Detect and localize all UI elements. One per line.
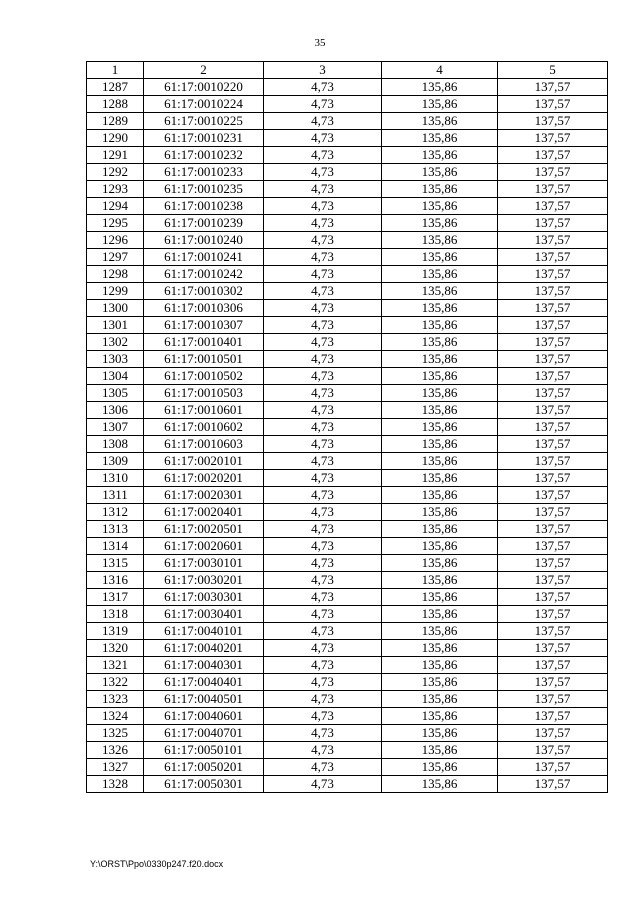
table-cell: 137,57 (498, 164, 608, 181)
table-row (87, 555, 608, 572)
table-cell: 1327 (87, 759, 144, 776)
table-cell: 135,86 (382, 130, 498, 147)
table-row (87, 691, 608, 708)
table-cell: 4,73 (264, 555, 382, 572)
table-row (87, 334, 608, 351)
table-row (87, 385, 608, 402)
page-number: 35 (314, 37, 326, 49)
table-cell: 4,73 (264, 691, 382, 708)
table-cell: 61:17:0050101 (144, 742, 264, 759)
table-cell: 1307 (87, 419, 144, 436)
table-cell: 135,86 (382, 402, 498, 419)
table-cell: 1321 (87, 657, 144, 674)
table-cell: 4,73 (264, 130, 382, 147)
table-cell: 61:17:0010239 (144, 215, 264, 232)
table-cell: 61:17:0050201 (144, 759, 264, 776)
table-cell: 61:17:0010306 (144, 300, 264, 317)
table-cell: 137,57 (498, 232, 608, 249)
table-cell: 4,73 (264, 453, 382, 470)
table-cell: 1287 (87, 79, 144, 96)
table-cell: 135,86 (382, 691, 498, 708)
table-cell: 1304 (87, 368, 144, 385)
table-row (87, 453, 608, 470)
table-cell: 135,86 (382, 555, 498, 572)
table-row (87, 759, 608, 776)
table-row (87, 402, 608, 419)
table-row (87, 470, 608, 487)
table-cell: 4,73 (264, 113, 382, 130)
table-cell: 61:17:0010224 (144, 96, 264, 113)
table-cell: 135,86 (382, 504, 498, 521)
table-cell: 4,73 (264, 725, 382, 742)
table-cell: 1311 (87, 487, 144, 504)
table-cell: 61:17:0020201 (144, 470, 264, 487)
table-cell: 1295 (87, 215, 144, 232)
table-cell: 137,57 (498, 130, 608, 147)
table-cell: 135,86 (382, 742, 498, 759)
table-cell: 4,73 (264, 470, 382, 487)
table-cell: 61:17:0040401 (144, 674, 264, 691)
table-cell: 61:17:0030301 (144, 589, 264, 606)
table-cell: 1320 (87, 640, 144, 657)
table-cell: 61:17:0010603 (144, 436, 264, 453)
data-table (86, 61, 608, 793)
table-cell: 1293 (87, 181, 144, 198)
table-cell: 4,73 (264, 232, 382, 249)
table-cell: 137,57 (498, 198, 608, 215)
table-cell: 4,73 (264, 198, 382, 215)
table-cell: 135,86 (382, 283, 498, 300)
table-cell: 1315 (87, 555, 144, 572)
table-cell: 4,73 (264, 742, 382, 759)
table-cell: 61:17:0010302 (144, 283, 264, 300)
table-cell: 137,57 (498, 589, 608, 606)
table-cell: 135,86 (382, 487, 498, 504)
table-cell: 137,57 (498, 317, 608, 334)
table-cell: 1300 (87, 300, 144, 317)
table-row (87, 436, 608, 453)
table-cell: 137,57 (498, 368, 608, 385)
table-row (87, 606, 608, 623)
table-cell: 61:17:0010307 (144, 317, 264, 334)
table-cell: 1297 (87, 249, 144, 266)
table-cell: 137,57 (498, 96, 608, 113)
table-cell: 135,86 (382, 317, 498, 334)
table-cell: 137,57 (498, 351, 608, 368)
table-cell: 135,86 (382, 572, 498, 589)
table-cell: 4,73 (264, 589, 382, 606)
table-cell: 4,73 (264, 351, 382, 368)
table-row (87, 776, 608, 793)
table-cell: 135,86 (382, 657, 498, 674)
table-cell: 137,57 (498, 470, 608, 487)
table-cell: 135,86 (382, 606, 498, 623)
table-row (87, 640, 608, 657)
table-cell: 4,73 (264, 419, 382, 436)
table-cell: 137,57 (498, 538, 608, 555)
table-row (87, 368, 608, 385)
table-cell: 137,57 (498, 113, 608, 130)
table-cell: 4,73 (264, 623, 382, 640)
table-cell: 4,73 (264, 96, 382, 113)
table-cell: 61:17:0010601 (144, 402, 264, 419)
table-cell: 135,86 (382, 198, 498, 215)
table-cell: 1308 (87, 436, 144, 453)
table-cell: 61:17:0010240 (144, 232, 264, 249)
table-cell: 61:17:0010225 (144, 113, 264, 130)
table-body (87, 79, 608, 793)
table-cell: 61:17:0020601 (144, 538, 264, 555)
table-cell: 1317 (87, 589, 144, 606)
table-cell: 1325 (87, 725, 144, 742)
table-cell: 61:17:0010502 (144, 368, 264, 385)
footer-file-path: Y:\ORST\Ppo\0330p247.f20.docx (90, 859, 224, 869)
table-cell: 4,73 (264, 708, 382, 725)
table-row (87, 572, 608, 589)
column-header: 3 (264, 62, 382, 79)
table-cell: 135,86 (382, 470, 498, 487)
table-cell: 1328 (87, 776, 144, 793)
table-cell: 61:17:0040501 (144, 691, 264, 708)
table-cell: 1326 (87, 742, 144, 759)
table-cell: 137,57 (498, 147, 608, 164)
table-cell: 135,86 (382, 147, 498, 164)
table-row (87, 742, 608, 759)
table-cell: 137,57 (498, 776, 608, 793)
table-cell: 1299 (87, 283, 144, 300)
table-cell: 137,57 (498, 657, 608, 674)
table-cell: 1319 (87, 623, 144, 640)
table-row (87, 249, 608, 266)
table-row (87, 657, 608, 674)
table-cell: 137,57 (498, 742, 608, 759)
table-cell: 135,86 (382, 266, 498, 283)
table-cell: 137,57 (498, 215, 608, 232)
table-cell: 137,57 (498, 640, 608, 657)
table-cell: 135,86 (382, 623, 498, 640)
table-cell: 61:17:0010503 (144, 385, 264, 402)
table-cell: 135,86 (382, 164, 498, 181)
table-cell: 1313 (87, 521, 144, 538)
table-cell: 135,86 (382, 538, 498, 555)
table-row (87, 317, 608, 334)
table-cell: 137,57 (498, 759, 608, 776)
table-cell: 61:17:0010602 (144, 419, 264, 436)
table-cell: 4,73 (264, 147, 382, 164)
table-cell: 4,73 (264, 249, 382, 266)
table-cell: 137,57 (498, 725, 608, 742)
table-cell: 137,57 (498, 334, 608, 351)
table-cell: 61:17:0030201 (144, 572, 264, 589)
table-cell: 4,73 (264, 674, 382, 691)
table-cell: 61:17:0010220 (144, 79, 264, 96)
column-header: 5 (498, 62, 608, 79)
table-cell: 135,86 (382, 725, 498, 742)
table-cell: 1305 (87, 385, 144, 402)
table-cell: 61:17:0010401 (144, 334, 264, 351)
table-cell: 4,73 (264, 572, 382, 589)
table-cell: 1294 (87, 198, 144, 215)
column-header: 2 (144, 62, 264, 79)
table-cell: 137,57 (498, 555, 608, 572)
table-cell: 4,73 (264, 436, 382, 453)
table-cell: 61:17:0010232 (144, 147, 264, 164)
table-cell: 135,86 (382, 385, 498, 402)
table-cell: 1309 (87, 453, 144, 470)
table-cell: 4,73 (264, 368, 382, 385)
table-cell: 1324 (87, 708, 144, 725)
table-cell: 61:17:0040101 (144, 623, 264, 640)
table-cell: 61:17:0020401 (144, 504, 264, 521)
table-cell: 4,73 (264, 402, 382, 419)
table-cell: 4,73 (264, 521, 382, 538)
table-cell: 4,73 (264, 759, 382, 776)
table-cell: 1302 (87, 334, 144, 351)
table-cell: 135,86 (382, 368, 498, 385)
table-cell: 137,57 (498, 181, 608, 198)
table-cell: 4,73 (264, 657, 382, 674)
table-row (87, 79, 608, 96)
column-header: 4 (382, 62, 498, 79)
table-cell: 137,57 (498, 419, 608, 436)
table-cell: 137,57 (498, 674, 608, 691)
table-cell: 1291 (87, 147, 144, 164)
table-cell: 4,73 (264, 487, 382, 504)
table-row (87, 96, 608, 113)
table-cell: 61:17:0010242 (144, 266, 264, 283)
table-row (87, 181, 608, 198)
table-cell: 135,86 (382, 215, 498, 232)
column-header: 1 (87, 62, 144, 79)
table-cell: 4,73 (264, 300, 382, 317)
table-cell: 137,57 (498, 623, 608, 640)
table-cell: 61:17:0010231 (144, 130, 264, 147)
table-cell: 1298 (87, 266, 144, 283)
table-row (87, 708, 608, 725)
table-row (87, 113, 608, 130)
table-cell: 135,86 (382, 776, 498, 793)
table-cell: 137,57 (498, 572, 608, 589)
table-cell: 135,86 (382, 181, 498, 198)
table-cell: 137,57 (498, 283, 608, 300)
table-cell: 1301 (87, 317, 144, 334)
table-cell: 61:17:0050301 (144, 776, 264, 793)
table-cell: 1318 (87, 606, 144, 623)
table-cell: 135,86 (382, 419, 498, 436)
table-cell: 4,73 (264, 181, 382, 198)
table-cell: 4,73 (264, 606, 382, 623)
table-row (87, 725, 608, 742)
table-cell: 4,73 (264, 334, 382, 351)
table-cell: 1322 (87, 674, 144, 691)
table-cell: 61:17:0040601 (144, 708, 264, 725)
table-row (87, 623, 608, 640)
table-cell: 137,57 (498, 249, 608, 266)
table-row (87, 283, 608, 300)
table-row (87, 504, 608, 521)
table-cell: 1314 (87, 538, 144, 555)
table-row (87, 674, 608, 691)
table-cell: 61:17:0010501 (144, 351, 264, 368)
table-row (87, 232, 608, 249)
table-cell: 1303 (87, 351, 144, 368)
table-cell: 1296 (87, 232, 144, 249)
table-cell: 135,86 (382, 453, 498, 470)
table-row (87, 130, 608, 147)
table-cell: 4,73 (264, 385, 382, 402)
table-cell: 1316 (87, 572, 144, 589)
table-cell: 1288 (87, 96, 144, 113)
table-cell: 137,57 (498, 385, 608, 402)
table-cell: 1289 (87, 113, 144, 130)
table-cell: 137,57 (498, 504, 608, 521)
table-cell: 4,73 (264, 283, 382, 300)
table-cell: 61:17:0020501 (144, 521, 264, 538)
table-cell: 61:17:0040701 (144, 725, 264, 742)
table-cell: 4,73 (264, 538, 382, 555)
table-row (87, 147, 608, 164)
table-cell: 1323 (87, 691, 144, 708)
table-cell: 61:17:0040301 (144, 657, 264, 674)
table-cell: 4,73 (264, 640, 382, 657)
table-cell: 1290 (87, 130, 144, 147)
table-cell: 135,86 (382, 96, 498, 113)
table-cell: 137,57 (498, 436, 608, 453)
table-header-row (87, 62, 608, 79)
table-row (87, 266, 608, 283)
table-cell: 61:17:0010233 (144, 164, 264, 181)
table-cell: 61:17:0030401 (144, 606, 264, 623)
table-cell: 4,73 (264, 215, 382, 232)
table-row (87, 521, 608, 538)
table-cell: 1312 (87, 504, 144, 521)
table-cell: 61:17:0030101 (144, 555, 264, 572)
table-cell: 137,57 (498, 300, 608, 317)
table-row (87, 487, 608, 504)
table-cell: 135,86 (382, 232, 498, 249)
table-cell: 135,86 (382, 351, 498, 368)
table-cell: 135,86 (382, 436, 498, 453)
table-row (87, 589, 608, 606)
table-cell: 137,57 (498, 79, 608, 96)
table-cell: 61:17:0010235 (144, 181, 264, 198)
table-row (87, 538, 608, 555)
table-cell: 137,57 (498, 453, 608, 470)
table-row (87, 351, 608, 368)
table-cell: 61:17:0020301 (144, 487, 264, 504)
table-cell: 135,86 (382, 300, 498, 317)
table-cell: 61:17:0010238 (144, 198, 264, 215)
table-row (87, 300, 608, 317)
table-cell: 4,73 (264, 266, 382, 283)
table-cell: 61:17:0010241 (144, 249, 264, 266)
table-cell: 137,57 (498, 606, 608, 623)
table-cell: 135,86 (382, 759, 498, 776)
table-cell: 4,73 (264, 504, 382, 521)
table-cell: 1292 (87, 164, 144, 181)
table-cell: 135,86 (382, 334, 498, 351)
table-cell: 137,57 (498, 708, 608, 725)
table-cell: 135,86 (382, 79, 498, 96)
table-cell: 4,73 (264, 79, 382, 96)
table-cell: 135,86 (382, 640, 498, 657)
table-cell: 137,57 (498, 402, 608, 419)
table-cell: 61:17:0040201 (144, 640, 264, 657)
table-cell: 4,73 (264, 164, 382, 181)
table-cell: 4,73 (264, 776, 382, 793)
table-cell: 1310 (87, 470, 144, 487)
table-cell: 137,57 (498, 691, 608, 708)
table-cell: 135,86 (382, 589, 498, 606)
table-cell: 135,86 (382, 113, 498, 130)
table-cell: 135,86 (382, 674, 498, 691)
table-row (87, 198, 608, 215)
table-cell: 135,86 (382, 521, 498, 538)
table-cell: 135,86 (382, 249, 498, 266)
table-cell: 61:17:0020101 (144, 453, 264, 470)
table-cell: 137,57 (498, 266, 608, 283)
table-row (87, 215, 608, 232)
table-cell: 137,57 (498, 521, 608, 538)
table-cell: 1306 (87, 402, 144, 419)
table-row (87, 164, 608, 181)
table-cell: 135,86 (382, 708, 498, 725)
table-cell: 137,57 (498, 487, 608, 504)
table-cell: 4,73 (264, 317, 382, 334)
table-row (87, 419, 608, 436)
